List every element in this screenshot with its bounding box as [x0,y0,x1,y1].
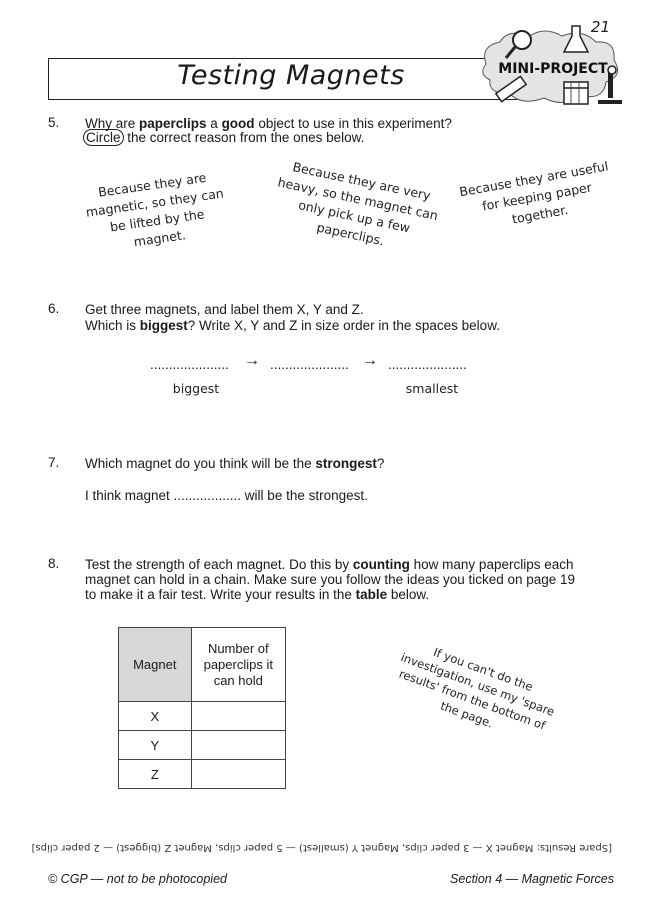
label-smallest: smallest [405,381,459,396]
circle-word: Circle [83,129,124,146]
q5-line2: Circle the correct reason from the ones below. [83,129,364,146]
q7-number: 7. [48,455,60,470]
arrow-icon: → [244,352,260,369]
q5-number: 5. [48,115,60,130]
table-row [119,760,286,789]
biggest-blank[interactable]: ..................... [150,357,229,372]
q6-number: 6. [48,301,60,316]
smallest-blank[interactable]: ..................... [388,357,467,372]
calendar-icon [564,82,588,104]
q8-number: 8. [48,556,60,571]
q5-option-1[interactable]: Because they are magnetic, so they can be lifted by the magnet. [84,169,225,250]
q7-answer[interactable]: I think magnet .................. will be the strongest. [85,488,368,503]
middle-blank[interactable]: ..................... [270,357,349,372]
magnet-cell: Z [119,760,192,789]
q7-line1: Which magnet do you think will be the strongest? [85,456,385,471]
page-title: Testing Magnets [177,60,405,91]
q6-line2: Which is biggest? Write X, Y and Z in size order in the spaces below. [85,318,500,333]
q5-option-2[interactable]: Because they are very heavy, so the magnet can only pick up a few paperclips. [276,159,440,249]
header-paperclips: Number of paperclips it can hold [191,628,285,702]
q8-line2: magnet can hold in a chain. Make sure you follow the ideas you ticked on page 19 [85,572,576,587]
spare-results: [Spare Results: Magnet X — 3 paper clips, Magnet Y (smallest) — 5 paper clips, Magnet Z (biggest) — 2 paper clips] [31,842,612,853]
magnet-cell: X [119,702,192,731]
q6-line1: Get three magnets, and label them X, Y and Z. [85,302,364,317]
arrow-icon: → [362,352,378,369]
q5-option-3[interactable]: Because they are useful for keeping paper together. [458,158,610,227]
spare-results-note: If you can't do the investigation, use my 'spare results' from the bottom of the page. [397,644,557,733]
count-cell[interactable] [191,702,285,731]
q5-line1: Why are paperclips a good object to use in this experiment? [85,116,452,131]
q8-line3: to make it a fair test. Write your results in the table below. [85,587,430,602]
table-row [119,702,286,731]
count-cell[interactable] [191,731,285,760]
badge-label: MINI-PROJECT [498,61,608,77]
page-number: 21 [590,18,610,36]
mini-project-badge [478,24,628,114]
count-cell[interactable] [191,760,285,789]
label-biggest: biggest [172,381,220,396]
footer-copyright: © CGP — not to be photocopied [48,872,227,886]
magnet-cell: Y [119,731,192,760]
footer-section: Section 4 — Magnetic Forces [450,872,614,886]
header-magnet: Magnet [119,628,192,702]
results-table [118,627,286,789]
table-row [119,731,286,760]
q8-line1: Test the strength of each magnet. Do this by counting how many paperclips each [85,557,574,572]
